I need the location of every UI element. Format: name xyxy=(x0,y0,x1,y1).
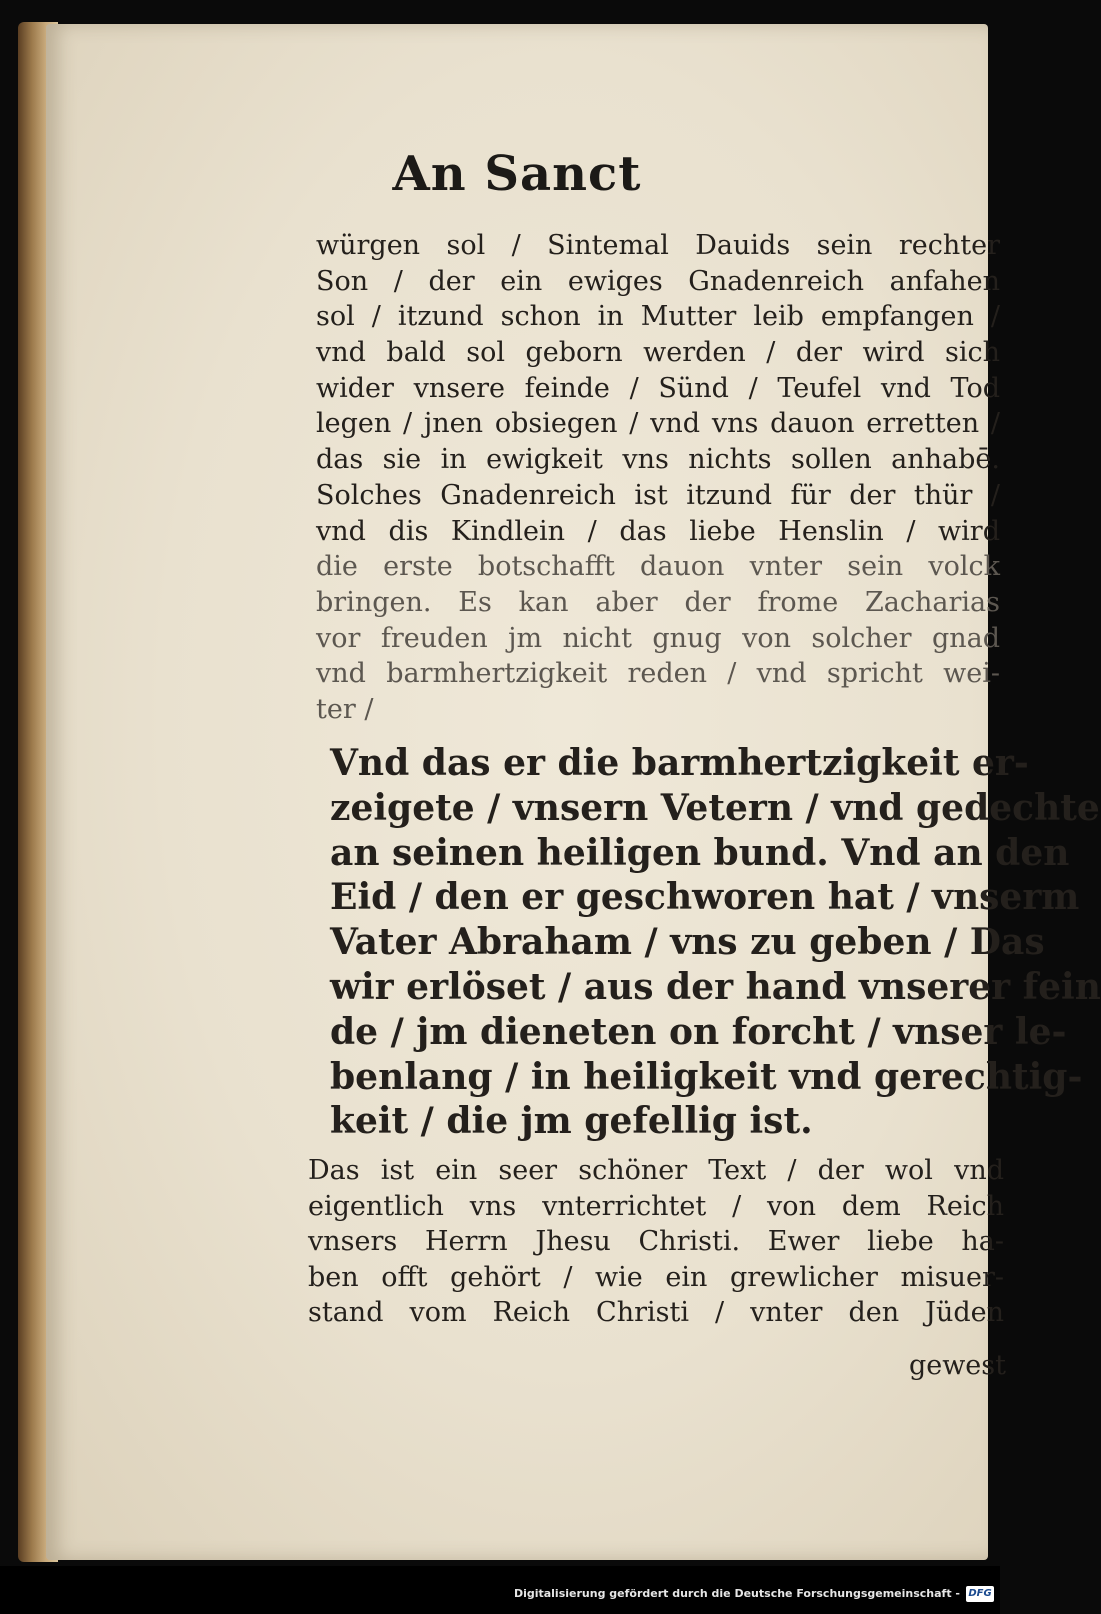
text-line: wider vnsere feinde / Sünd / Teufel vnd Tod xyxy=(316,372,1000,404)
quote-line: an seinen heiligen bund. Vnd an den xyxy=(330,831,1070,874)
digitization-footer xyxy=(0,1566,1000,1614)
running-head: An Sanct xyxy=(392,146,642,202)
dfg-logo-text: DFG xyxy=(968,1588,992,1599)
paragraph-3 xyxy=(308,1153,1004,1331)
text-line: vnd barmhertzigkeit reden / vnd spricht wei- xyxy=(316,658,1000,690)
quote-line: wir erlöset / aus der hand vnserer fein xyxy=(330,965,1101,1008)
text-line: würgen sol / Sintemal Dauids sein rechter xyxy=(316,230,1000,261)
text-line: vnd dis Kindlein / das liebe Henslin / wird xyxy=(316,515,1000,547)
text-line: vnsers Herrn Jhesu Christi. Ewer liebe ha- xyxy=(308,1226,1004,1257)
text-line: stand vom Reich Christi / vnter den Jüden xyxy=(308,1297,1004,1328)
text-line: ter / xyxy=(316,693,374,725)
text-line: Das ist ein seer schöner Text / der wol vnd xyxy=(308,1155,1004,1186)
dfg-logo xyxy=(966,1586,994,1602)
text-line: Son / der ein ewiges Gnadenreich anfahen xyxy=(316,265,1000,297)
text-line: ben offt gehört / wie ein grewlicher misuer- xyxy=(308,1261,1004,1293)
quote-line: zeigete / vnsern Vetern / vnd gedechte xyxy=(330,786,1100,829)
quote-line: Vater Abraham / vns zu geben / Das xyxy=(330,921,1045,964)
text-line: vor freuden jm nicht gnug von solcher gnad xyxy=(316,622,1000,654)
text-line: bringen. Es kan aber der frome Zacharias xyxy=(316,586,1000,618)
text-line: legen / jnen obsiegen / vnd vns dauon erretten / xyxy=(316,408,1000,440)
book-page xyxy=(46,24,1101,1560)
text-line: die erste botschafft dauon vnter sein volck xyxy=(316,551,1000,583)
text-line: sol / itzund schon in Mutter leib empfangen / xyxy=(316,301,1000,333)
text-line: Solches Gnadenreich ist itzund für der thür / xyxy=(316,479,1000,511)
quote-line: de / jm dieneten on forcht / vnser le- xyxy=(330,1010,1067,1053)
funding-note: Digitalisierung gefördert durch die Deutsche Forschungsgemeinschaft - xyxy=(513,1587,960,1600)
quote-line: Vnd das er die barmhertzigkeit er- xyxy=(330,742,1029,784)
quote-line: Eid / den er geschworen hat / vnserm xyxy=(330,876,1080,919)
paragraph-1 xyxy=(316,228,1000,728)
catchword: gewest xyxy=(908,1350,1006,1381)
text-line: das sie in ewigkeit vns nichts sollen anhabē. xyxy=(316,444,1000,476)
quote-line: keit / die jm gefellig ist. xyxy=(330,1100,813,1143)
scripture-quotation xyxy=(330,741,1101,1144)
text-line: eigentlich vns vnterrichtet / von dem Reich xyxy=(308,1190,1004,1222)
quote-line: benlang / in heiligkeit vnd gerechtig- xyxy=(330,1055,1083,1098)
text-line: vnd bald sol geborn werden / der wird sich xyxy=(316,337,1000,369)
